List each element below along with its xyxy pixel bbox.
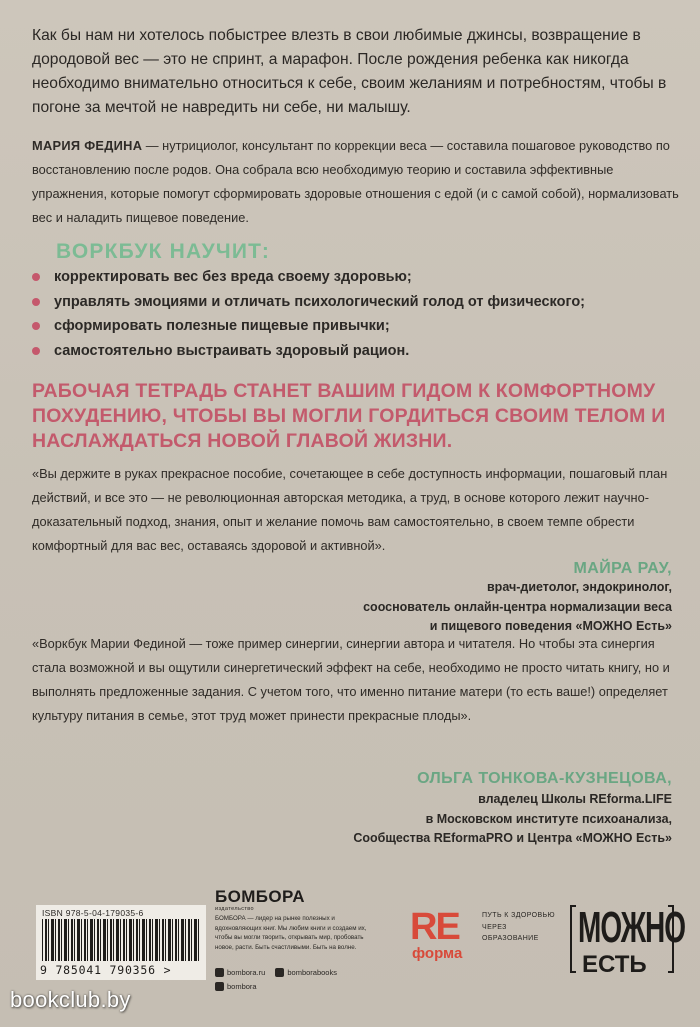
bullet-dot-icon	[32, 298, 40, 306]
bracket-left-icon	[570, 905, 576, 973]
reforma-logo: RE форма	[410, 906, 463, 962]
workbook-list	[32, 265, 682, 363]
testimonial-credentials: владелец Школы REforma.LIFE в Московском институте психоанализа, Сообщества REformaPRO и Центра «МОЖНО Есть»	[353, 792, 672, 845]
intro-paragraph: Как бы нам ни хотелось побыстрее влезть в свои любимые джинсы, возвращение в дородовой вес — это не спринт, а марафон. После рождения ребенка как никогда необходимо внимательно относиться к себе, своим желаниям и потребностям, чтобы в погоне за мечтой не навредить ни себе, ни малышу.	[32, 27, 667, 116]
workbook-heading: ВОРКБУК НАУЧИТ:	[56, 240, 271, 263]
publisher-description: БОМБОРА — лидер на рынке полезных и вдохновляющих книг. Мы любим книги и создаем их, чтобы вы могли творить, открывать мир, пробовать новое, расти. Быть счастливыми. Быть на волне.	[215, 915, 367, 951]
testimonial-quote: «Воркбук Марии Фединой — тоже пример синергии, синергии автора и читателя. Но чтобы эта синергия стала возможной и вы ощутили синергетический эффект на себе, необходимо не просто читать книгу, но и выполнять предложенные задания. С учетом того, что именно питание матери (то есть ваше!) определяет культуру питания в семье, этот труд может принести прекрасные плоды».	[32, 636, 670, 723]
social-links	[215, 968, 337, 977]
promo-slogan: РАБОЧАЯ ТЕТРАДЬ СТАНЕТ ВАШИМ ГИДОМ К КОМФОРТНОМУ ПОХУДЕНИЮ, ЧТОБЫ ВЫ МОГЛИ ГОРДИТЬСЯ СВОИМ ТЕЛОМ И НАСЛАЖДАТЬСЯ НОВОЙ ГЛАВОЙ ЖИЗНИ.	[32, 380, 666, 452]
list-item: корректировать вес без вреда своему здоровью;	[32, 265, 682, 290]
globe-icon	[215, 968, 224, 977]
site-watermark: bookclub.by	[10, 987, 131, 1012]
testimonial-credentials: врач-диетолог, эндокринолог, сооснователь онлайн-центра нормализации веса и пищевого поведения «МОЖНО Есть»	[363, 580, 672, 633]
social-books[interactable]: bomborabooks	[275, 968, 337, 977]
publisher-subtitle: издательство	[215, 906, 255, 912]
author-name: МАРИЯ ФЕДИНА	[32, 138, 143, 153]
list-item: управлять эмоциями и отличать психологический голод от физического;	[32, 290, 682, 315]
testimonial-author: МАЙРА РАУ,	[573, 560, 672, 577]
reforma-tagline: ПУТЬ К ЗДОРОВЬЮ ЧЕРЕЗ ОБРАЗОВАНИЕ	[482, 912, 556, 942]
list-item: сформировать полезные пищевые привычки;	[32, 314, 682, 339]
testimonial-quote: «Вы держите в руках прекрасное пособие, сочетающее в себе доступность информации, пошаговый план действий, и все это — не революционная авторская методика, а труд, в основе которого лежит научно-доказательный подход, знания, опыт и желание помочь вам самостоятельно, в своем темпе обрести комфортный для вас вес, оставаясь здоровой и активной».	[32, 466, 668, 553]
isbn-text: ISBN 978-5-04-179035-6	[42, 908, 144, 918]
barcode-icon	[42, 919, 200, 961]
mozhno-est-logo: МОЖНО ЕСТЬ	[570, 903, 674, 979]
bullet-dot-icon	[32, 273, 40, 281]
bullet-dot-icon	[32, 322, 40, 330]
social-icon	[275, 968, 284, 977]
social-links	[215, 982, 257, 991]
testimonial-author: ОЛЬГА ТОНКОВА-КУЗНЕЦОВА,	[417, 770, 672, 787]
list-item: самостоятельно выстраивать здоровый рацион.	[32, 339, 682, 364]
author-bio	[32, 134, 680, 230]
bullet-dot-icon	[32, 347, 40, 355]
social-web[interactable]: bombora.ru	[215, 968, 265, 977]
barcode-number: 9 785041 790356 >	[40, 963, 172, 977]
isbn-barcode	[36, 905, 206, 980]
author-bio-text: — нутрициолог, консультант по коррекции веса — составила пошаговое руководство по восстановлению после родов. Она собрала всю необходимую теорию и составила эффективные упражнения, которые помогут сформировать здоровые отношения с едой (и с самой собой), нормализовать вес и наладить пищевое поведение.	[32, 138, 679, 225]
social-icon	[215, 982, 224, 991]
publisher-logo: БОМБОРА	[215, 887, 305, 906]
social-name[interactable]: bombora	[215, 982, 257, 991]
